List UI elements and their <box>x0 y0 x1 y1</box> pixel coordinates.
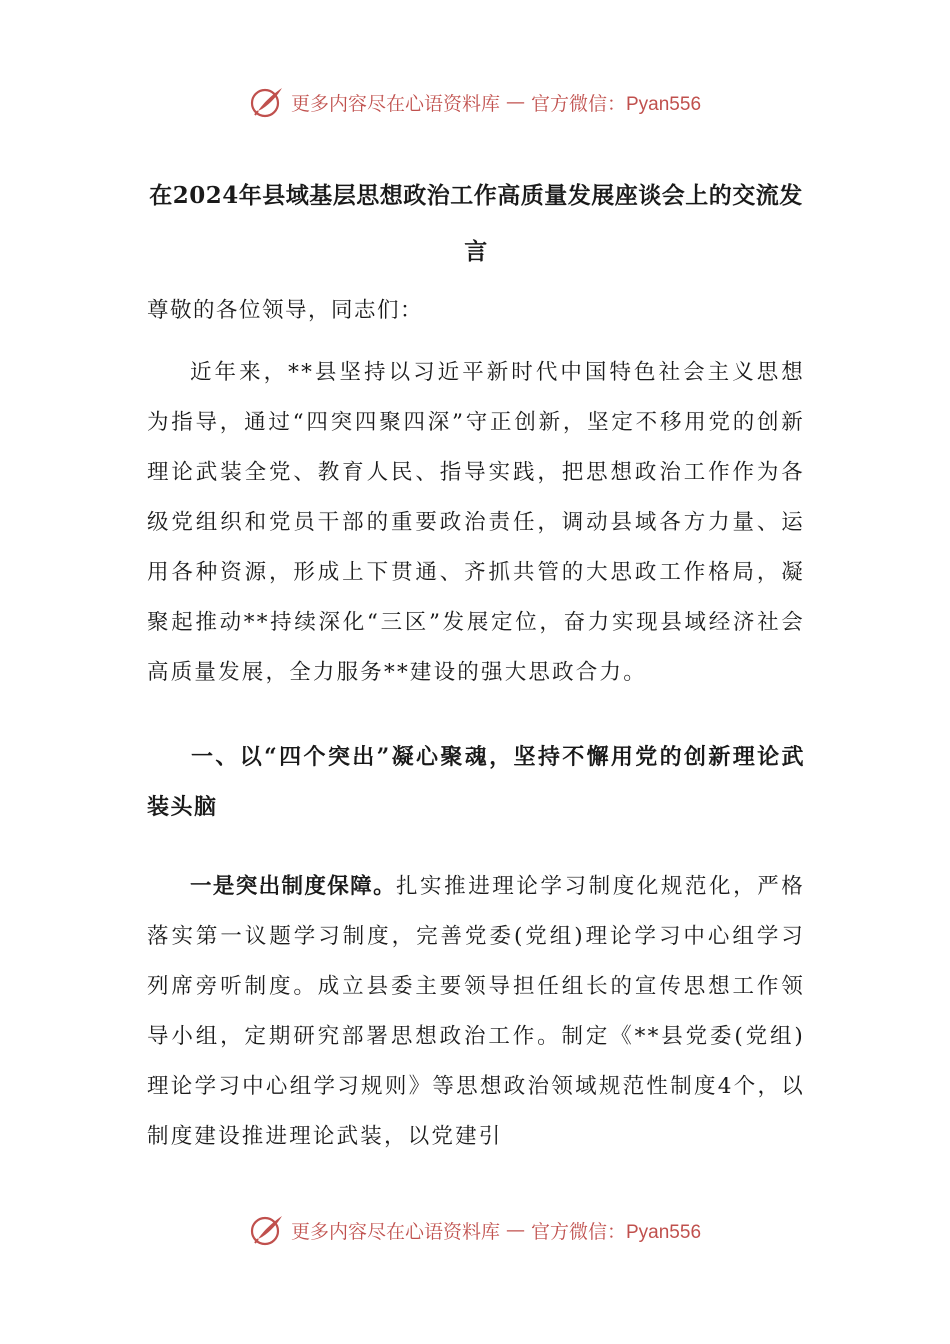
point-paragraph-1 <box>147 862 805 1162</box>
point-lead-1: 一是突出制度保障。 <box>190 874 396 899</box>
salutation: 尊敬的各位领导，同志们： <box>147 298 424 323</box>
document-body <box>147 168 805 1162</box>
watermark-contact: 官方微信：Pyan556 <box>531 1221 702 1243</box>
intro-paragraph: 近年来，**县坚持以习近平新时代中国特色社会主义思想为指导，通过“四突四聚四深”守正创新，坚定不移用党的创新理论武装全党、教育人民、指导实践，把思想政治工作作为各级党组织和党员干部的重要政治责任，调动县域各方力量、运用各种资源，形成上下贯通、齐抓共管的大思政工作格局，凝聚起推动**持续深化“三区”发展定位，奋力实现县域经济社会高质量发展，全力服务**建设的强大思政合力。 <box>147 360 805 685</box>
section-heading-1: 一、以“四个突出”凝心聚魂，坚持不懈用党的创新理论武装头脑 <box>147 744 805 820</box>
header-watermark <box>0 84 950 120</box>
quill-pen-logo-icon <box>249 1212 285 1248</box>
watermark-dash: — <box>506 1219 525 1241</box>
footer-watermark <box>0 1212 950 1248</box>
watermark-text: 更多内容尽在心语资料库 <box>290 1220 500 1243</box>
document-title: 在2024年县域基层思想政治工作高质量发展座谈会上的交流发言 <box>149 182 803 265</box>
point-body-1: 扎实推进理论学习制度化规范化，严格落实第一议题学习制度，完善党委(党组)理论学习中心组学习列席旁听制度。成立县委主要领导担任组长的宣传思想工作领导小组，定期研究部署思想政治工作。制定《**县党委(党组)理论学习中心组学习规则》等思想政治领域规范性制度4个，以制度建设推进理论武装，以党建引 <box>147 874 805 1149</box>
watermark-contact: 官方微信：Pyan556 <box>531 93 702 115</box>
watermark-text: 更多内容尽在心语资料库 <box>290 92 500 115</box>
watermark-dash: — <box>506 91 525 113</box>
quill-pen-logo-icon <box>249 84 285 120</box>
